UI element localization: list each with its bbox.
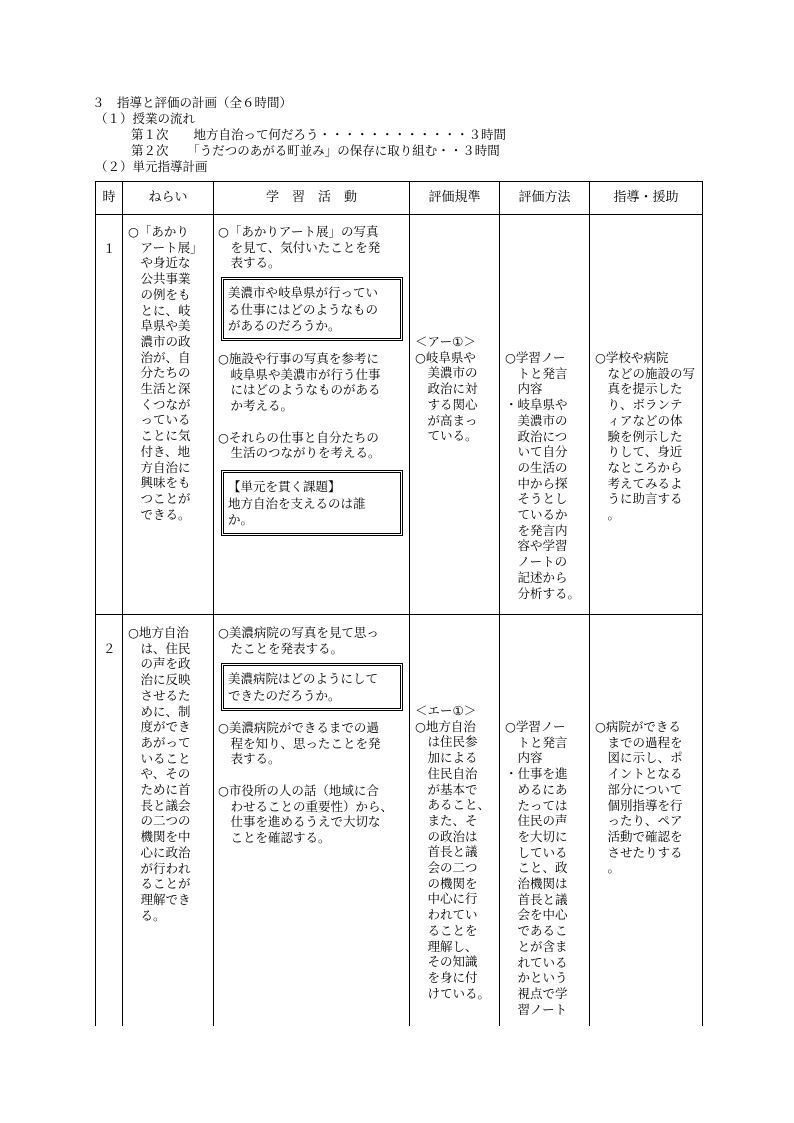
- unit-task-box-text: 【単元を貫く課題】 地方自治を支えるのは誰 か。: [228, 479, 366, 527]
- flow-item-2: 第２次 「うだつのあがる町並み」の保存に取り組む・・３時間: [131, 143, 500, 158]
- header-row-border: [95, 214, 703, 215]
- criteria-cell: ＜エー①＞ ○地方自治 は住民参 加による 住民自治 が基本で あること、 また、そ の政治は 首長と議 会の二つ の機関を 中心に行 われてい ることを 理解し、 その知識 を身に付 けている。: [415, 703, 491, 1001]
- col-header-period: 時: [102, 190, 116, 205]
- col-header-method: 評価方法: [518, 190, 571, 205]
- col-border: [409, 181, 410, 1026]
- col-border: [213, 181, 214, 1026]
- question-box-text: 美濃市や岐阜県が行ってい る仕事にはどのようなもの があるのだろうか。: [228, 285, 379, 333]
- method-cell: ○学習ノー トと発言 内容 ・仕事を進 めるにあ たっては 住民の声 を大切に している こと、政 治機関は 首長と議 会を中心 であるこ とが含ま れている かという 視点で学 習ノート: [505, 719, 568, 1017]
- criteria-cell: ＜アー①＞ ○岐阜県や 美濃市の 政治に対 する関心 が高まっ ている。: [415, 334, 478, 444]
- support-cell: ○学校や病院 などの施設の写 真を提示した り、ボランテ ィアなどの体 験を例示した りして、身近 なところから 考えてみるよ うに助言する 。: [595, 350, 696, 523]
- col-border: [702, 181, 703, 1026]
- col-header-support: 指導・援助: [613, 190, 679, 205]
- row-divider: [95, 614, 703, 615]
- activity-text: ○施設や行事の写真を参考に 岐阜県や美濃市が行う仕事 にはどのようなものがある か考える。 ○それらの仕事と自分たちの 生活のつながりを考える。: [218, 351, 381, 461]
- col-header-activity: 学 習 活 動: [265, 190, 357, 205]
- section-title: ３ 指導と評価の計画（全６時間）: [92, 95, 293, 110]
- support-cell: ○病院ができる までの過程を 図に示し、ポ イントとなる 部分について 個別指導を行 ったり、ペア 活動で確認を させたりする 。: [595, 719, 683, 876]
- table-top-border: [95, 181, 703, 182]
- col-border: [95, 181, 96, 1026]
- flow-heading: （１）授業の流れ: [95, 111, 196, 126]
- col-header-aim: ねらい: [148, 190, 188, 205]
- flow-item-1: 第１次 地方自治って何だろう・・・・・・・・・・・・３時間: [131, 127, 507, 142]
- aim-cell: ○「あかり アート展」 や身近な 公共事業 の例をも とに、岐 阜県や美 濃市の政 治が、自 分たちの 生活と深 くつなが っている ことに気 付き、地 方自治に 興味をも つことが できる。: [128, 224, 203, 522]
- period-cell: １: [103, 241, 116, 256]
- plan-heading: （２）単元指導計画: [95, 159, 208, 174]
- question-box-text: 美濃病院はどのようにして できたのだろうか。: [228, 671, 379, 703]
- col-border: [589, 181, 590, 1026]
- col-border: [499, 181, 500, 1026]
- col-header-criteria: 評価規準: [428, 190, 481, 205]
- activity-text: ○美濃病院の写真を見て思っ たことを発表する。: [218, 625, 379, 656]
- activity-text: ○「あかりアート展」の写真 を見て、気付いたことを発 表する。: [218, 224, 381, 271]
- method-cell: ○学習ノー トと発言 内容 ・岐阜県や 美濃市の 政治につ いて自分 の生活の 中から探 そうとし ているか を発言内 容や学習 ノートの 記述から 分析する。: [505, 350, 581, 601]
- period-cell: ２: [103, 641, 116, 656]
- col-border: [122, 181, 123, 1026]
- aim-cell: ○地方自治 は、住民 の声を政 治に反映 させるた めに、制 度ができ あがって いること や、その ために首 長と議会 の二つの 機関を中 心に政治 が行われ ることが 理解でき る。: [128, 625, 191, 923]
- activity-text: ○美濃病院ができるまでの過 程を知り、思ったことを発 表する。 ○市役所の人の話（地域に合 わせることの重要性）から、 仕事を進めるうえで大切な ことを確認する。: [218, 720, 394, 845]
